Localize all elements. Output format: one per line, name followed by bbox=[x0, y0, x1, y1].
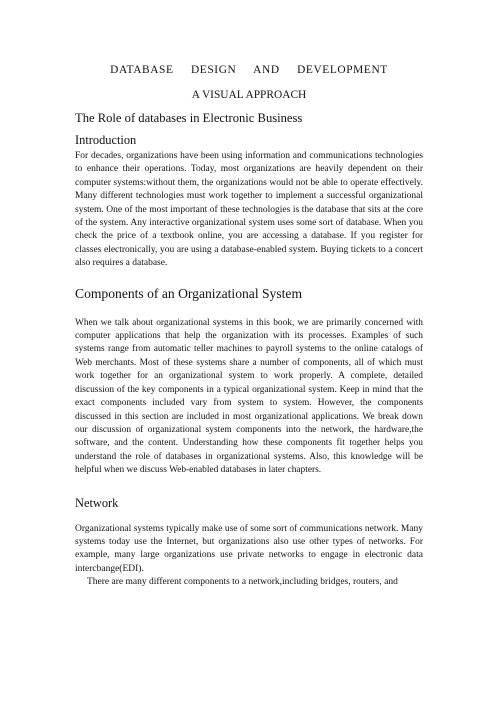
section-paragraph: For decades, organizations have been using information and communications technologies to enhance their operations. Today, most organizations are heavily dependent on their computer systems:without them, the organizations would not be able to operate effectively. Many different technologies must work together to implement a successful organizational system. One of the most important of these technologies is the database that sits at the core of the system. Any interactive organizational system uses some sort of database. When you check the price of a textbook online, you are accessing a database. If you register for classes electronically, you are using a database-enabled system. Buying tickets to a concert also requires a database. bbox=[75, 151, 423, 269]
section-paragraph: Organizational systems typically make use of some sort of communications network. Many systems today use the Internet, but organizations also use other types of networks. For example, many large organizations use private networks to engage in electronic data intercbange(EDI). bbox=[75, 523, 423, 574]
section-heading-components: Components of an Organizational System bbox=[75, 285, 303, 301]
section-paragraph: When we talk about organizational systems in this book, we are primarily concerned with computer applications that help the organization with its processes. Examples of such systems range from automatic teller machines to payroll systems to the online catalogs of Web merchants. Most of these systems share a number of components, all of which must work together for an organizational system to work properly. A complete, detailed discussion of the key components in a typical organizational system. Keep in mind that the exact components included vary from system to system. However, the components discussed in this section are included in most organizational applications. We break down our discussion of organizational system components into the network, the hardware,the software, and the content. Understanding how these components fit together helps you understand the role of databases in organizational systems. Also, this knowledge will be helpful when we discuss Web-enabled databases in later chapters. bbox=[75, 317, 423, 476]
section-paragraph: There are many different components to a network,including bridges, routers, and bbox=[87, 577, 398, 588]
section-heading-network: Network bbox=[75, 495, 119, 510]
chapter-heading: The Role of databases in Electronic Business bbox=[75, 111, 303, 125]
document-page bbox=[75, 62, 423, 590]
document-title: DATABASE DESIGN AND DEVELOPMENT bbox=[110, 64, 388, 76]
document-subtitle: A VISUAL APPROACH bbox=[191, 89, 307, 101]
section-heading-introduction: Introduction bbox=[75, 133, 137, 147]
